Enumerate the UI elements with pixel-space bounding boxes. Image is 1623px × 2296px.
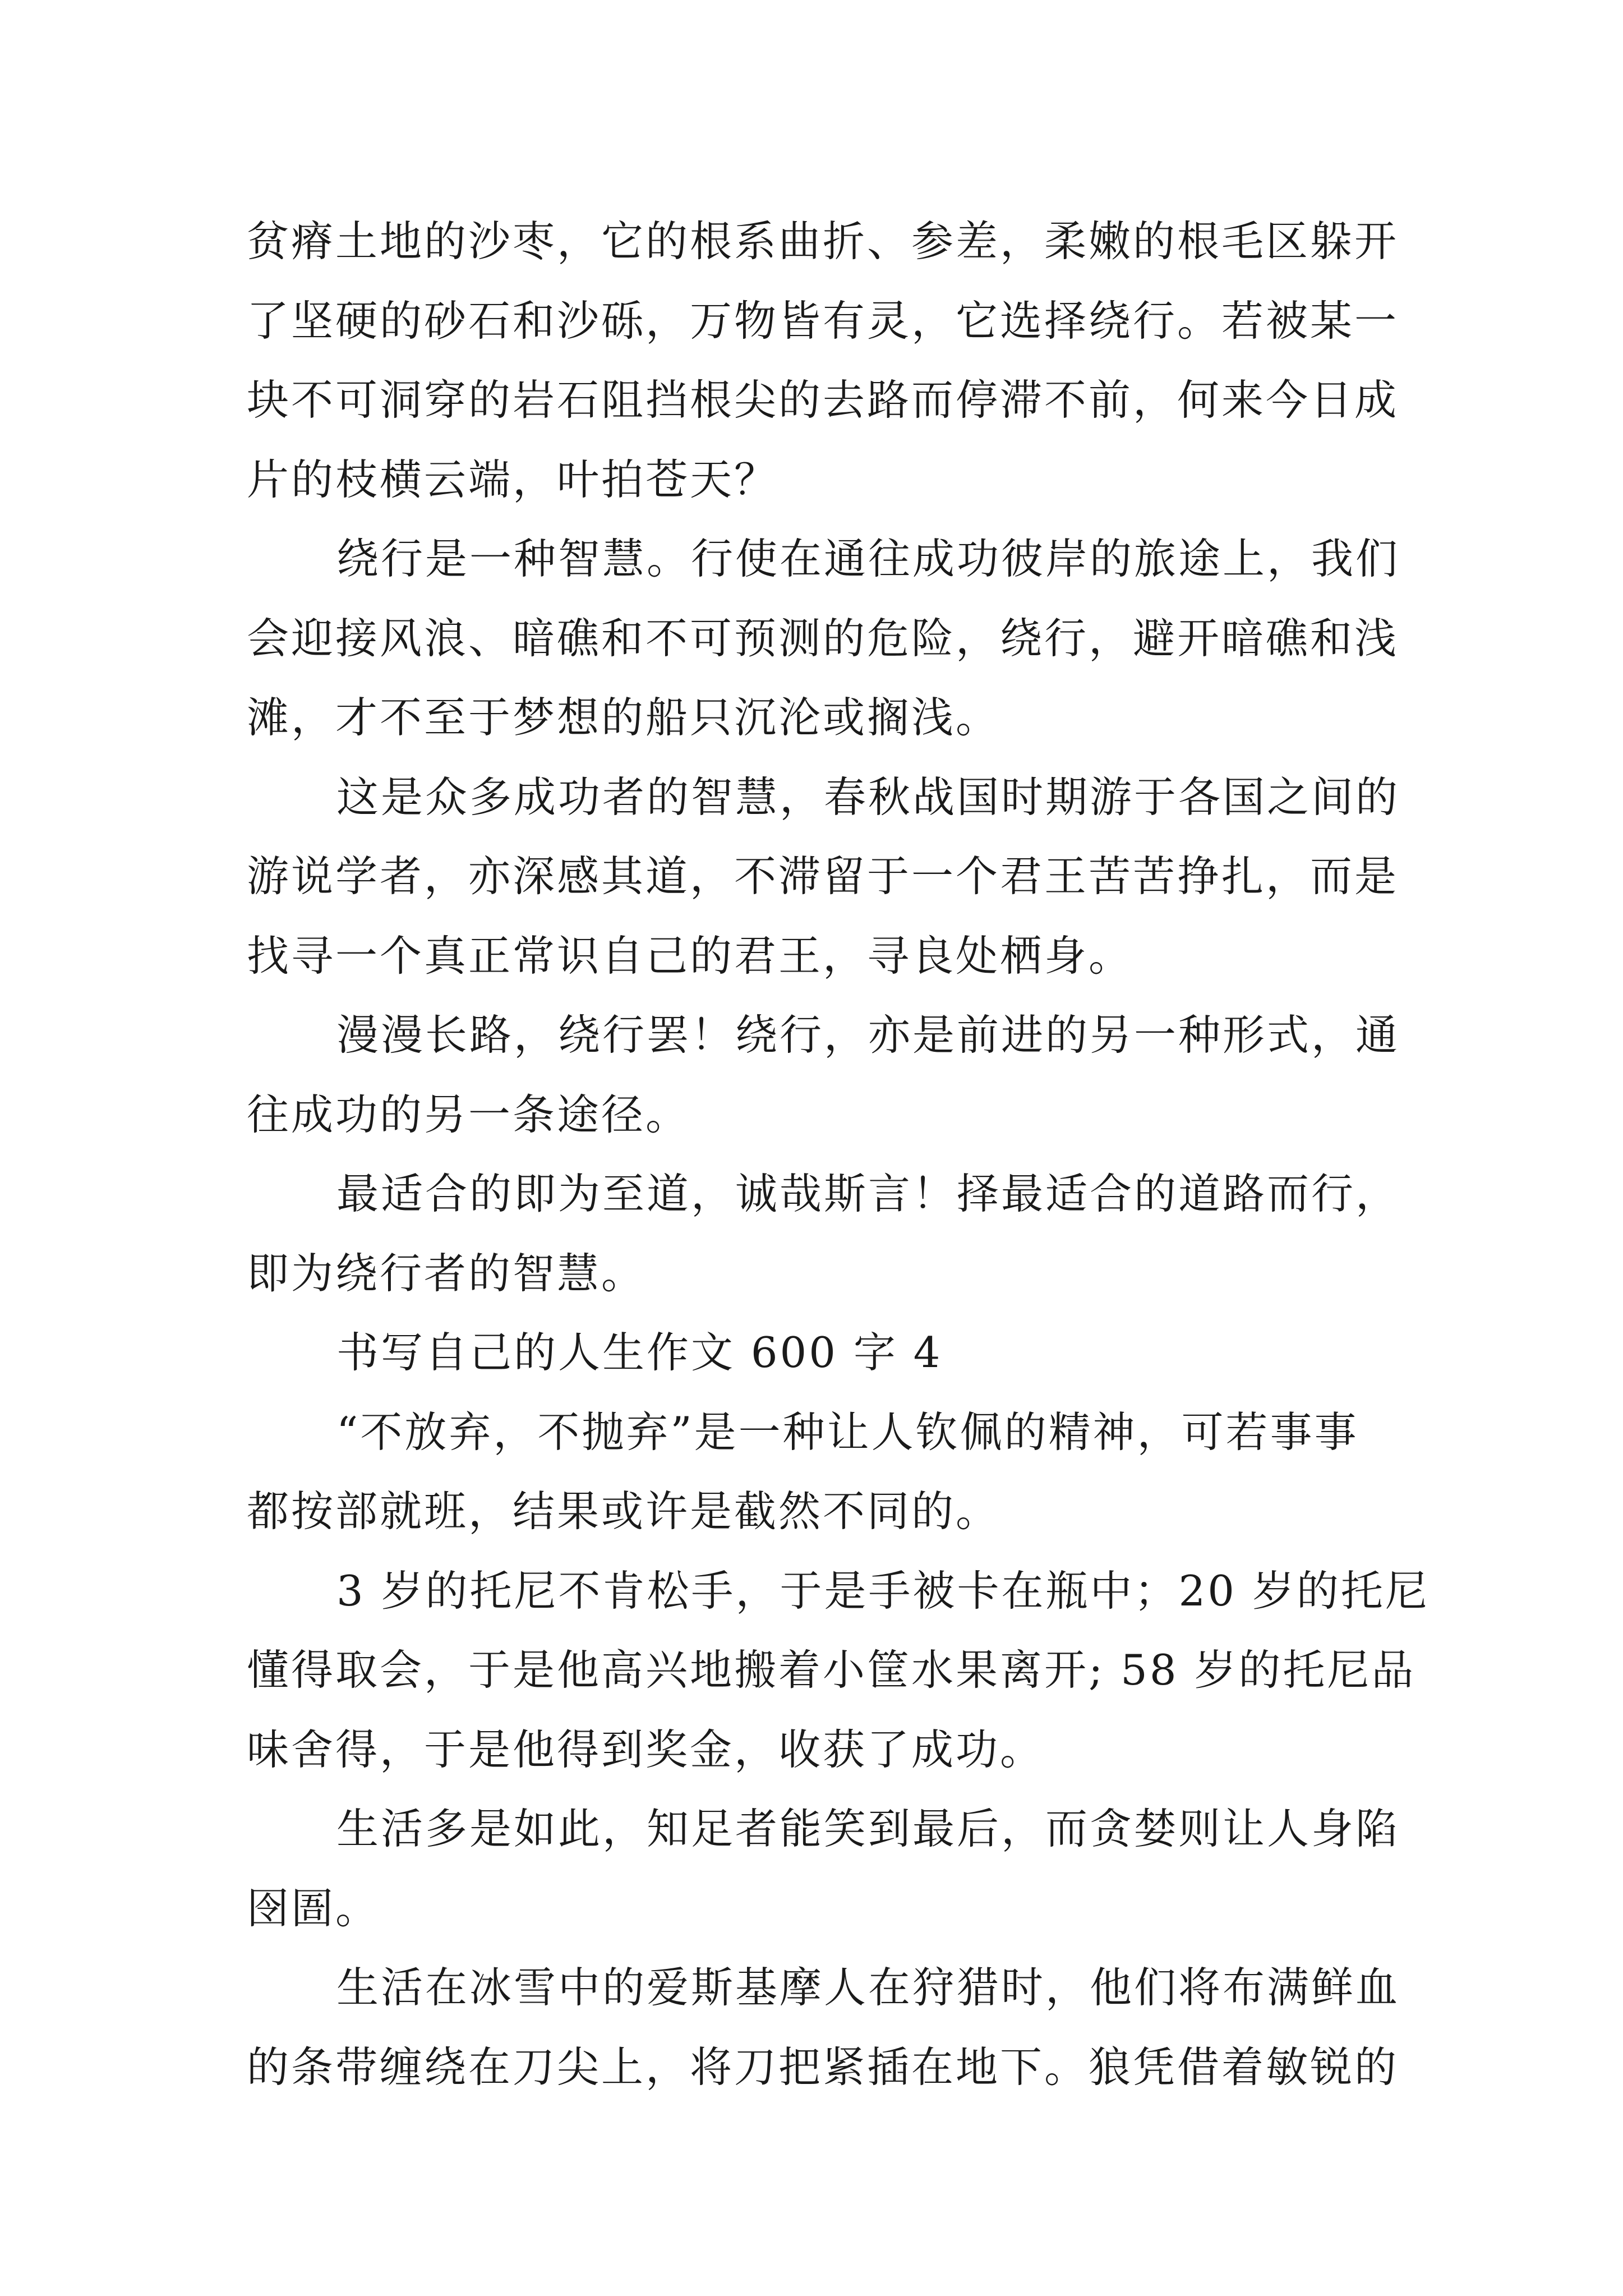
text-line: 懂得取会，于是他高兴地搬着小筐水果离开; 58 岁的托尼品 bbox=[247, 1645, 1416, 1695]
text-line: 贫瘠土地的沙枣，它的根系曲折、参差，柔嫩的根毛区躲开 bbox=[247, 217, 1399, 266]
text-line: 味舍得，于是他得到奖金，收获了成功。 bbox=[247, 1724, 1045, 1774]
text-line: 游说学者，亦深感其道，不滞留于一个君王苦苦挣扎，而是 bbox=[247, 852, 1399, 901]
text-line: 找寻一个真正常识自己的君王，寻良处栖身。 bbox=[247, 931, 1133, 981]
text-line: 的条带缠绕在刀尖上，将刀把紧插在地下。狼凭借着敏锐的 bbox=[247, 2042, 1399, 2092]
paragraph-first-line: 生活多是如此，知足者能笑到最后，而贪婪则让人身陷 bbox=[336, 1804, 1400, 1853]
text-line: 块不可洞穿的岩石阻挡根尖的去路而停滞不前，何来今日成 bbox=[247, 375, 1399, 425]
paragraph-first-line: 生活在冰雪中的爱斯基摩人在狩猎时，他们将布满鲜血 bbox=[336, 1963, 1400, 2012]
text-line: 囹圄。 bbox=[247, 1883, 380, 1933]
text-line: 即为绕行者的智慧。 bbox=[247, 1248, 646, 1298]
paragraph-first-line: 这是众多成功者的智慧，春秋战国时期游于各国之间的 bbox=[336, 772, 1400, 822]
text-line: 都按部就班，结果或许是截然不同的。 bbox=[247, 1487, 1000, 1536]
text-line: 往成功的另一条途径。 bbox=[247, 1089, 690, 1139]
paragraph-first-line: 最适合的即为至道，诚哉斯言！择最适合的道路而行， bbox=[336, 1169, 1400, 1218]
paragraph-first-line: 3 岁的托尼不肯松手，于是手被卡在瓶中；20 岁的托尼 bbox=[336, 1566, 1430, 1616]
text-line: 会迎接风浪、暗礁和不可预测的危险，绕行，避开暗礁和浅 bbox=[247, 613, 1399, 663]
text-line: 滩，才不至于梦想的船只沉沦或搁浅。 bbox=[247, 693, 1000, 742]
paragraph-first-line: “不放弃，不抛弃”是一种让人钦佩的精神，可若事事 bbox=[336, 1407, 1359, 1457]
paragraph-first-line: 绕行是一种智慧。行使在通往成功彼岸的旅途上，我们 bbox=[336, 534, 1400, 583]
text-line: 了坚硬的砂石和沙砾，万物皆有灵，它选择绕行。若被某一 bbox=[247, 296, 1399, 346]
document-body bbox=[247, 202, 1430, 2107]
section-heading: 书写自己的人生作文 600 字 4 bbox=[336, 1328, 943, 1377]
paragraph-first-line: 漫漫长路，绕行罢！绕行，亦是前进的另一种形式，通 bbox=[336, 1010, 1400, 1060]
text-line: 片的枝横云端，叶拍苍天？ bbox=[247, 454, 779, 504]
